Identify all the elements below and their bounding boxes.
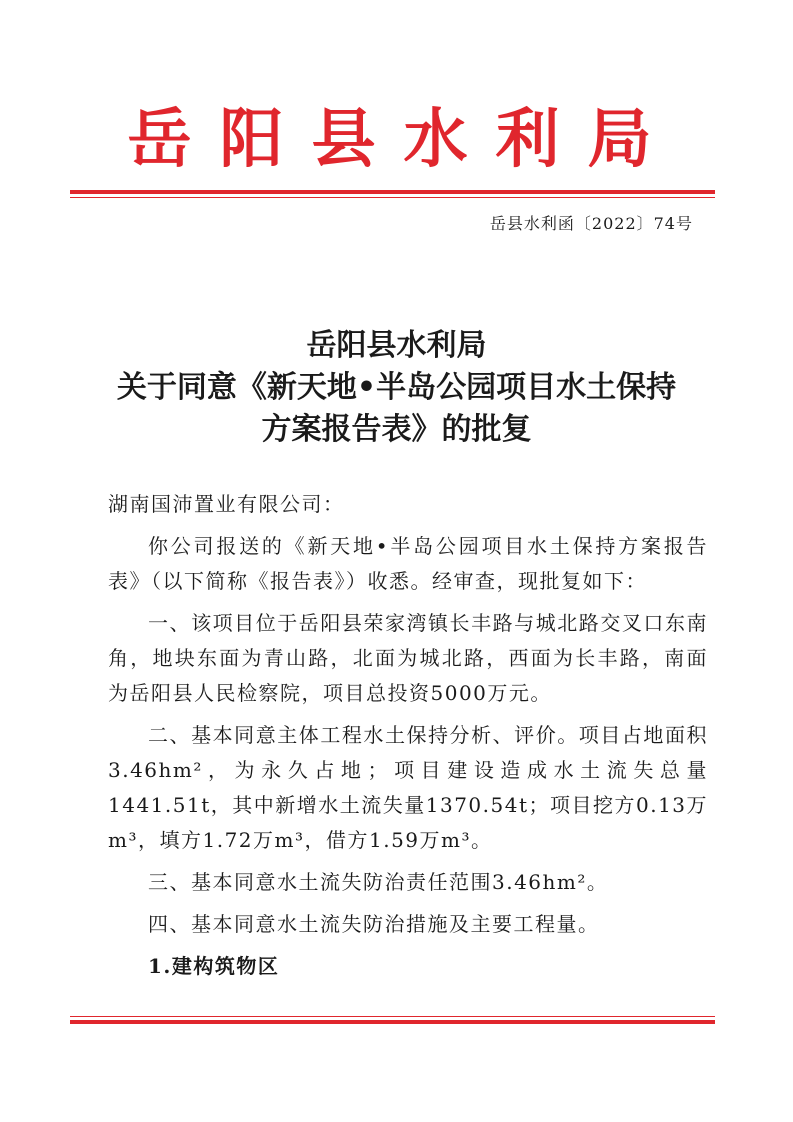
document-body: [108, 487, 708, 984]
footer-red-rule: [70, 1016, 715, 1024]
paragraph: 一、该项目位于岳阳县荣家湾镇长丰路与城北路交叉口东南角，地块东面为青山路，北面为城北路，西面为长丰路，南面为岳阳县人民检察院，项目总投资5000万元。: [108, 611, 708, 705]
paragraph: 你公司报送的《新天地•半岛公园项目水土保持方案报告表》（以下简称《报告表》）收悉。经审查，现批复如下：: [108, 534, 708, 593]
title-line-3: 方案报告表》的批复: [261, 412, 532, 447]
paragraph: 四、基本同意水土流失防治措施及主要工程量。: [148, 912, 600, 936]
document-number: 岳县水利函〔2022〕74号: [489, 214, 693, 233]
title-line-2: 关于同意《新天地•半岛公园项目水土保持: [116, 370, 677, 405]
title-line-1: 岳阳县水利局: [306, 328, 487, 363]
paragraph: 二、基本同意主体工程水土保持分析、评价。项目占地面积3.46hm²，为永久占地；项目建设造成水土流失总量1441.51t，其中新增水土流失量1370.54t；项目挖方0.13万m³，填方1.72万m³，借方1.59万m³。: [108, 723, 709, 852]
salutation: 湖南国沛置业有限公司：: [108, 492, 345, 516]
paragraph: 三、基本同意水土流失防治责任范围3.46hm²。: [148, 870, 609, 894]
document-title: [0, 325, 793, 451]
masthead-red-rule: [70, 190, 715, 198]
masthead-agency-name: 岳阳县水利局: [127, 102, 680, 177]
section-subheading: 1.建构筑物区: [148, 954, 280, 978]
